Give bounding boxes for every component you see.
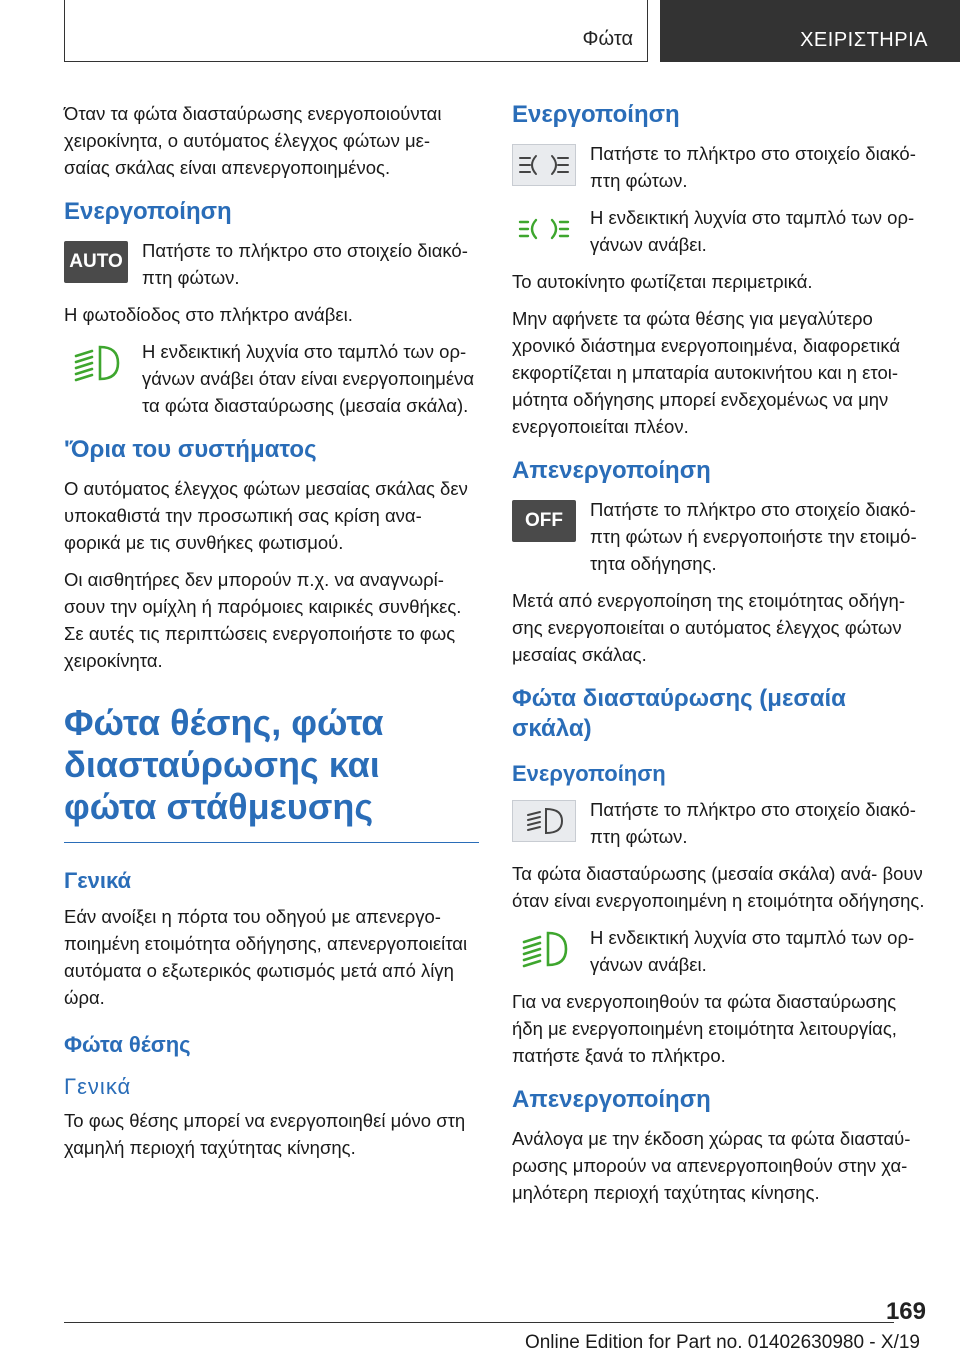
off-button-row (512, 496, 927, 577)
low-beam-switch-row (512, 796, 927, 850)
heading-low-beam: Φώτα διασταύρωσης (μεσαία σκάλα) (512, 685, 846, 742)
off-button-text: Πατήστε το πλήκτρο στο στοιχείο διακό- πτη φώτων ή ενεργοποιήστε την ετοιμό- τητα οδήγησης. (590, 499, 917, 574)
heading-general-2: Γενικά (64, 1074, 132, 1099)
led-paragraph: Η φωτοδίοδος στο πλήκτρο ανάβει. (64, 304, 353, 325)
off-button-label: OFF (525, 510, 563, 531)
side-lights-icon (512, 144, 576, 186)
heading-activation-2: Ενεργοποίηση (512, 761, 666, 786)
limits-paragraph-1: Ο αυτόματος έλεγχος φώτων μεσαίας σκάλας δεν υποκαθιστά την προσωπική σας κρίση ανα- φορικά με τις συνθήκες φωτισμού. (64, 478, 468, 553)
low-beam-indicator-row (512, 924, 927, 978)
header-chapter: Φώτα (582, 28, 633, 50)
right-paragraph-6: Ανάλογα με την έκδοση χώρας τα φώτα διασταύ- ρωσης μπορούν να απενεργοποιηθούν στην χα- μηλότερη περιοχή ταχύτητας κίνησης. (512, 1128, 911, 1203)
heading-position-lights: Φώτα θέσης (64, 1032, 191, 1057)
auto-button-icon (64, 241, 128, 283)
heading-general: Γενικά (64, 868, 132, 893)
low-beam-indicator-icon-2 (512, 928, 576, 970)
position-paragraph: Το φως θέσης μπορεί να ενεργοποιηθεί μόνο στη χαμηλή περιοχή ταχύτητας κίνησης. (64, 1110, 466, 1158)
heading-deactivation-2: Απενεργοποίηση (512, 1086, 711, 1113)
right-column (512, 100, 927, 1216)
page-number: 169 (885, 1298, 926, 1325)
side-lights-indicator-icon (512, 208, 576, 250)
heading-activation-right: Ενεργοποίηση (512, 101, 680, 128)
auto-button-text: Πατήστε το πλήκτρο στο στοιχείο διακό- πτη φώτων. (142, 240, 468, 288)
side-lights-indicator-row (512, 204, 927, 258)
low-beam-switch-icon (512, 800, 576, 842)
heading-lights-section: Φώτα θέσης, φώτα διασταύρωσης και φώτα στάθμευσης (64, 702, 479, 843)
indicator-row (64, 338, 479, 419)
footer-rule (64, 1322, 894, 1323)
low-beam-indicator-icon (64, 342, 128, 384)
low-beam-indicator-text: Η ενδεικτική λυχνία στο ταμπλό των ορ- γάνων ανάβει. (590, 927, 915, 975)
limits-paragraph-2: Οι αισθητήρες δεν μπορούν π.χ. να αναγνωρί- σουν την ομίχλη ή παρόμοιες καιρικές συνθήκες. Σε αυτές τις περιπτώσεις ενεργοποιήστε το φως χειροκίνητα. (64, 569, 462, 671)
right-paragraph-1: Το αυτοκίνητο φωτίζεται περιμετρικά. (512, 271, 813, 292)
auto-button-row (64, 237, 479, 291)
indicator-text: Η ενδεικτική λυχνία στο ταμπλό των ορ- γάνων ανάβει όταν είναι ενεργοποιημένα τα φώτα διασταύρωσης (μεσαία σκάλα). (142, 341, 475, 416)
intro-paragraph: Όταν τα φώτα διασταύρωσης ενεργοποιούνται χειροκίνητα, ο αυτόματος έλεγχος φώτων με- σαίας σκάλας είναι απενεργοποιημένος. (64, 103, 442, 178)
right-paragraph-3: Μετά από ενεργοποίηση της ετοιμότητας οδήγη- σης ενεργοποιείται ο αυτόματος έλεγχος φώτων μεσαίας σκάλας. (512, 590, 906, 665)
heading-system-limits: 'Όρια του συστήματος (64, 436, 317, 463)
low-beam-switch-text: Πατήστε το πλήκτρο στο στοιχείο διακό- πτη φώτων. (590, 799, 916, 847)
page-header (64, 0, 960, 64)
side-lights-switch-row (512, 140, 927, 194)
heading-activation: Ενεργοποίηση (64, 198, 232, 225)
heading-deactivation: Απενεργοποίηση (512, 457, 711, 484)
edition-text: Online Edition for Part no. 01402630980 - X/19 (524, 1332, 920, 1353)
right-paragraph-5: Για να ενεργοποιηθούν τα φώτα διασταύρωσης ήδη με ενεργοποιημένη ετοιμότητα λειτουργίας, πατήστε ξανά το πλήκτρο. (512, 991, 897, 1066)
header-chapter-box (64, 0, 648, 62)
header-section: ΧΕΙΡΙΣΤΗΡΙΑ (800, 29, 928, 51)
general-paragraph: Εάν ανοίξει η πόρτα του οδηγού με απενεργο- ποιημένη ετοιμότητα οδήγησης, απενεργοποιείται αυτόματα ο εξωτερικός φωτισμός μετά από λίγη ώρα. (64, 906, 468, 1008)
header-section-box (660, 0, 960, 62)
right-paragraph-2: Μην αφήνετε τα φώτα θέσης για μεγαλύτερο χρονικό διάστημα ενεργοποιημένα, διαφορετικά εκφορτίζεται η μπαταρία αυτοκινήτου και η ετοι- μότητα οδήγησης μπορεί ενδεχομένως να μην ενεργοποιείται πλέον. (512, 308, 901, 437)
right-paragraph-4: Τα φώτα διασταύρωσης (μεσαία σκάλα) ανά- βουν όταν είναι ενεργοποιημένη η ετοιμότητα οδήγησης. (512, 863, 925, 911)
side-lights-indicator-text: Η ενδεικτική λυχνία στο ταμπλό των ορ- γάνων ανάβει. (590, 207, 915, 255)
off-button-icon (512, 500, 576, 542)
left-column (64, 100, 479, 1171)
auto-button-label: AUTO (69, 251, 123, 272)
side-lights-switch-text: Πατήστε το πλήκτρο στο στοιχείο διακό- πτη φώτων. (590, 143, 916, 191)
